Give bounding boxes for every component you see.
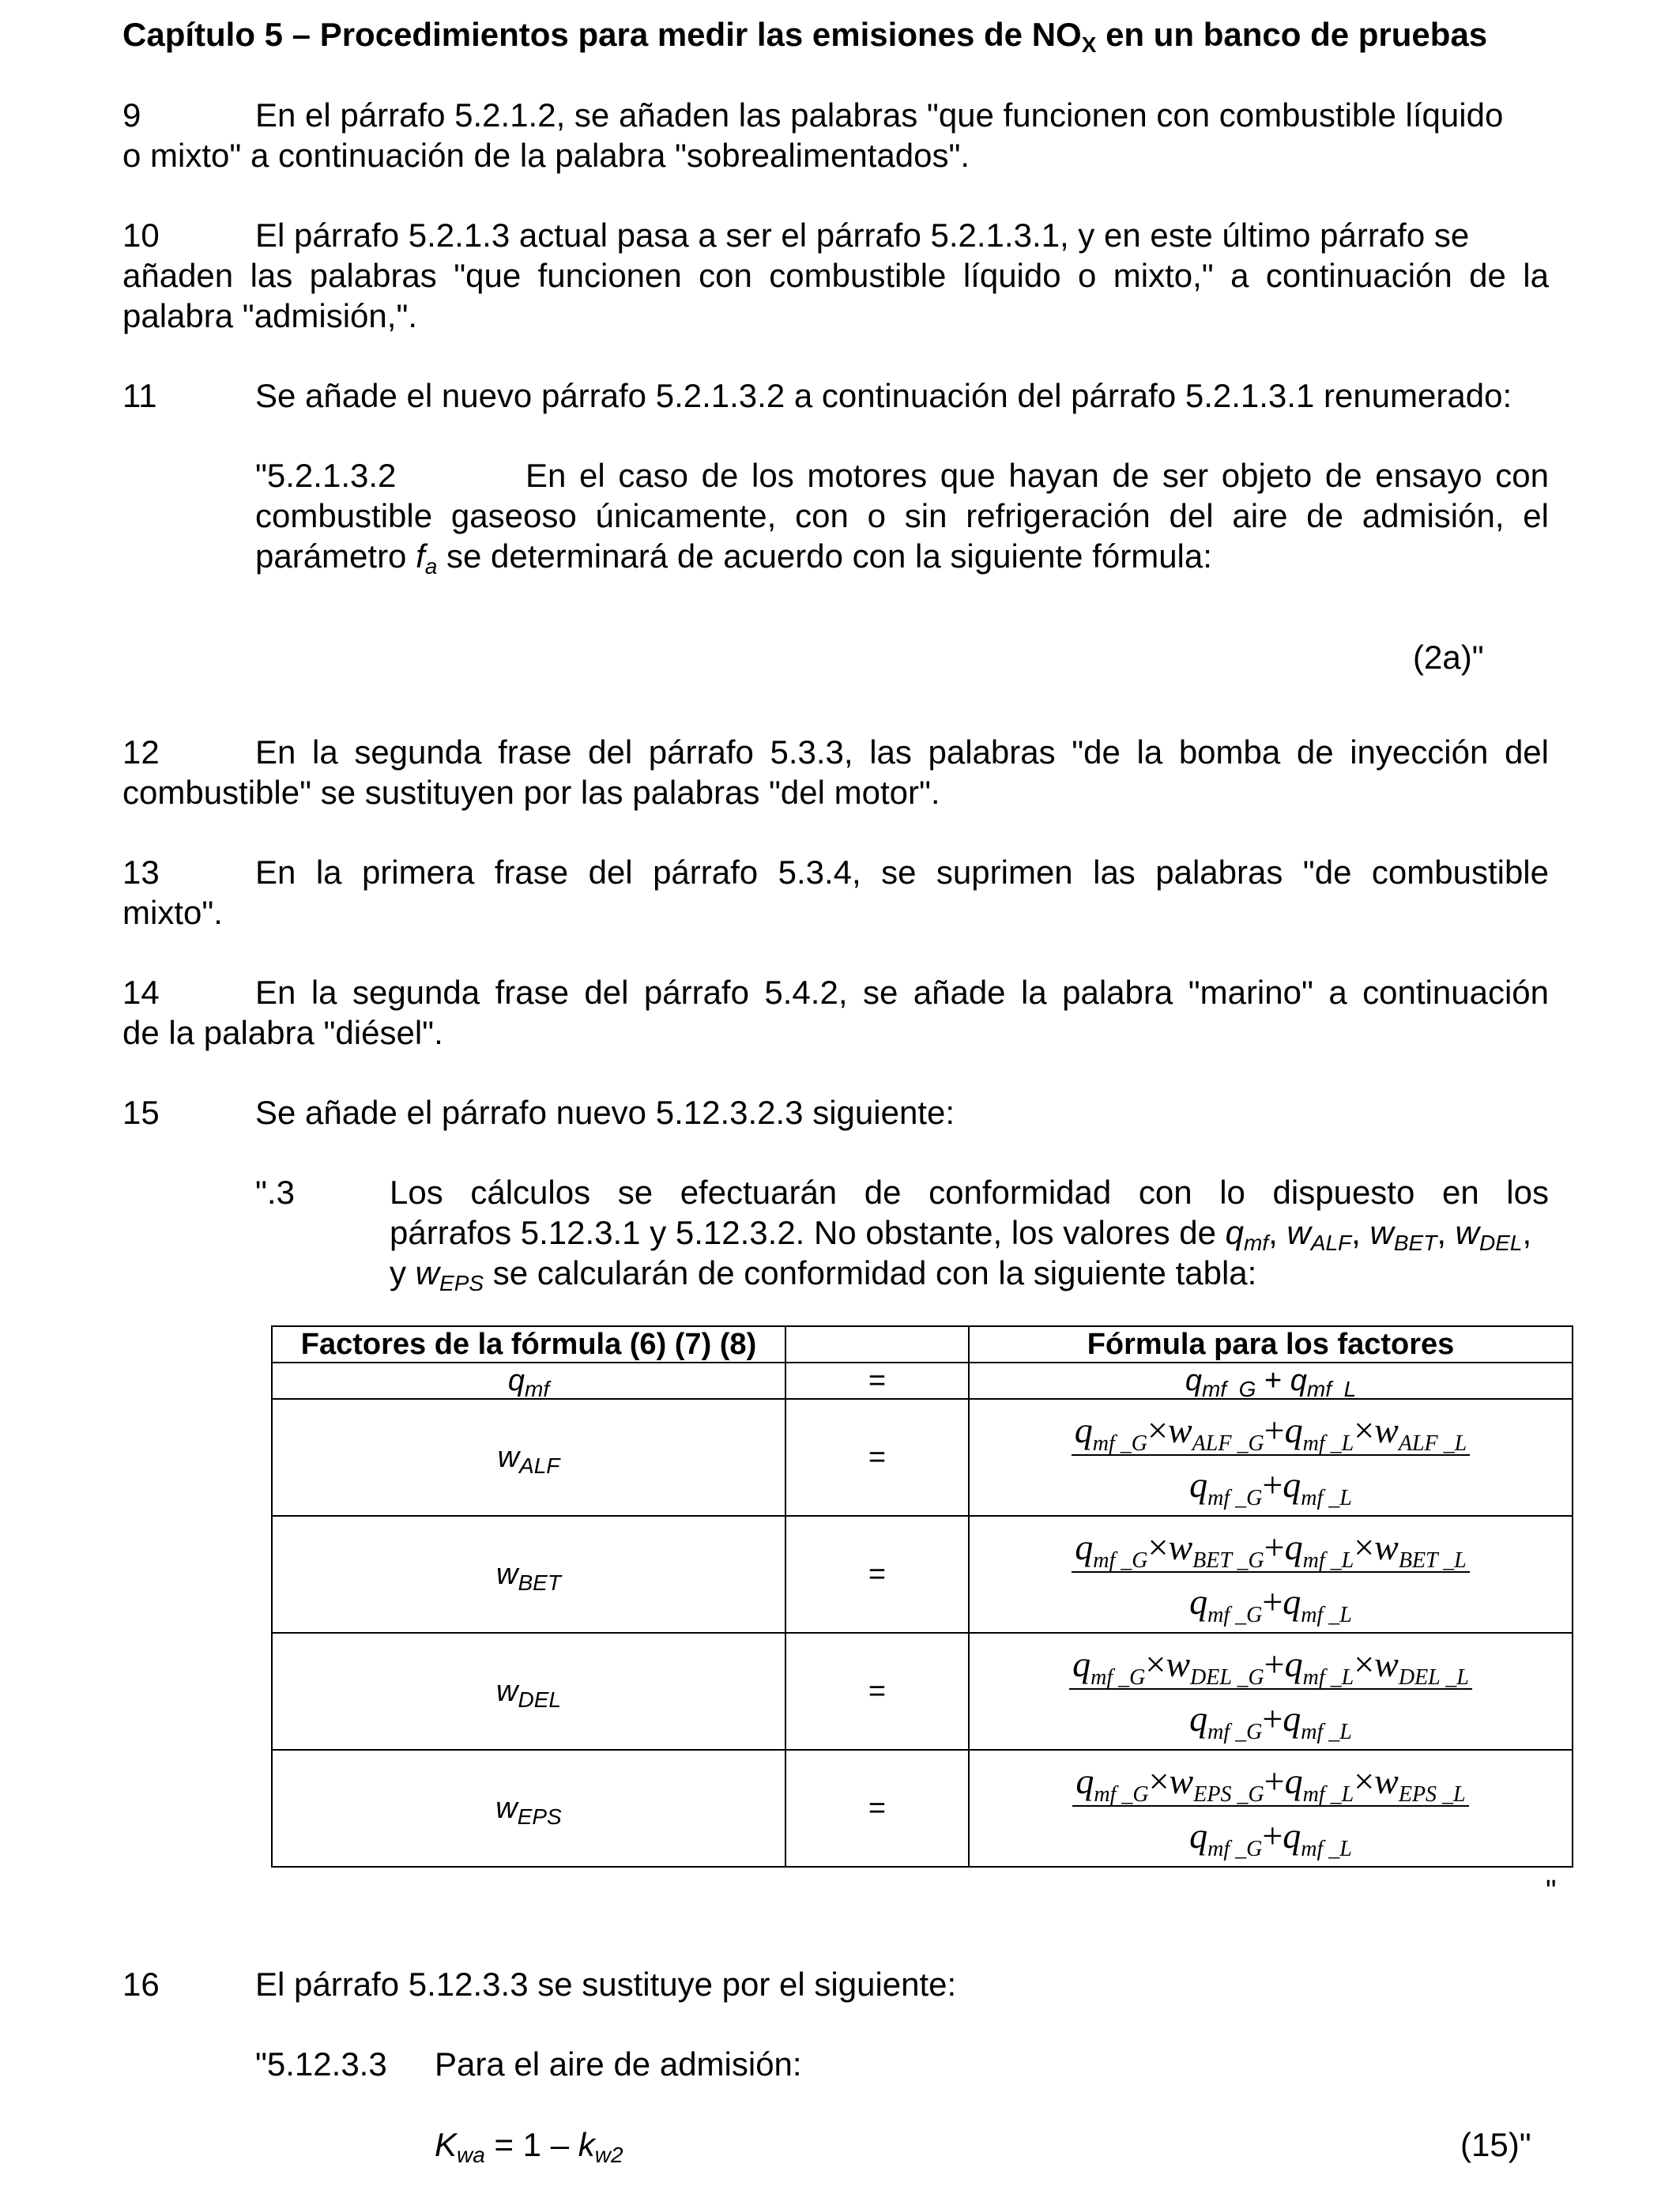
factor-symbol: w [497,1440,520,1474]
chapter-title-rest: en un banco de pruebas [1096,16,1488,53]
factor-subscript: ALF [519,1453,560,1478]
plus-sign: + [1262,1815,1283,1856]
w-symbol: w [1169,1761,1194,1801]
q-symbol: q [1075,1761,1094,1801]
q-symbol: q [1185,1363,1202,1397]
equals-cell: = [785,1516,969,1633]
paragraph-12-line1: En la segunda frase del párrafo 5.3.3, las palabras "de la bomba de inyección del [255,733,1549,771]
factor-subscript: DEL [518,1687,561,1712]
w-symbol: w [1374,1527,1399,1567]
plus-sign: + [1264,1644,1285,1684]
paragraph-15-line1: Se añade el párrafo nuevo 5.12.3.2.3 siguiente: [255,1094,955,1131]
paragraph-number-10: 10 [122,217,160,254]
q-symbol: q [1283,1465,1301,1505]
comma-3: , [1437,1214,1456,1251]
q-symbol: q [1189,1815,1208,1856]
plus-sign: + [1264,1527,1285,1567]
q-symbol: q [1075,1527,1094,1567]
table-row [272,1633,1573,1750]
w-subscript: ALF _G [1192,1431,1264,1456]
factor-cell [272,1363,785,1399]
fraction-denominator [1069,1690,1472,1744]
fraction-numerator [1069,1643,1472,1690]
formula-cell [969,1516,1573,1633]
times-sign: × [1145,1644,1166,1684]
chapter-title-subscript: X [1081,32,1097,57]
factor-subscript: BET [518,1570,561,1595]
w-symbol: w [1374,1644,1399,1684]
times-sign: × [1354,1527,1375,1567]
table-header-empty [785,1326,969,1363]
paragraph-number-15: 15 [122,1094,160,1131]
w-symbol: w [1166,1644,1191,1684]
equals-cell: = [785,1399,969,1516]
equals-cell: = [785,1750,969,1867]
weps-symbol: w [415,1254,440,1291]
paragraph-14-line2: de la palabra "diésel". [122,1014,443,1051]
table-header-formula: Fórmula para los factores [969,1326,1573,1363]
q-subscript: mf _L [1301,1486,1352,1510]
w-subscript: DEL _G [1190,1665,1264,1690]
paragraph-12-line2: combustible" se sustituyen por las palabras "del motor". [122,774,940,811]
quote-15-line2-text: párrafos 5.12.3.1 y 5.12.3.2. No obstante, los valores de [390,1214,1226,1251]
q-subscript-l: mf_L [1306,1376,1357,1401]
factor-cell [272,1633,785,1750]
factor-symbol: w [496,1557,518,1591]
equation-number-15: (15)" [1460,2126,1531,2163]
walf-subscript: ALF [1310,1231,1352,1255]
quote-16-text: Para el aire de admisión: [435,2045,802,2083]
paragraph-11-line1: Se añade el nuevo párrafo 5.2.1.3.2 a continuación del párrafo 5.2.1.3.1 renumerado: [255,377,1512,414]
q-symbol: q [1189,1581,1208,1622]
w-subscript: DEL _L [1398,1665,1469,1690]
formula-cell [969,1633,1573,1750]
quote-15-line3-text: y [390,1254,416,1291]
factor-symbol: w [495,1791,518,1825]
paragraph-13-line2: mixto". [122,894,223,931]
w-symbol: w [1374,1761,1399,1801]
paragraph-9-line1: En el párrafo 5.2.1.2, se añaden las palabras "que funcionen con combustible líquido [255,96,1504,134]
kw2-symbol: k [578,2126,595,2163]
times-sign: × [1147,1527,1169,1567]
wbet-symbol: w [1369,1214,1394,1251]
kwa-formula [435,2126,623,2167]
quote-15-line3 [390,1254,1257,1295]
w-subscript: EPS _L [1398,1782,1466,1807]
kwa-equals: = 1 – [484,2126,578,2163]
formula-cell [969,1750,1573,1867]
fraction-denominator [1072,1456,1470,1510]
q-subscript-g: mf_G [1201,1376,1256,1401]
q-subscript: mf _L [1302,1431,1354,1456]
q-subscript: mf _G [1207,1603,1263,1627]
factor-cell [272,1750,785,1867]
q-subscript: mf _L [1301,1603,1352,1627]
equals-cell: = [785,1633,969,1750]
q-subscript: mf _G [1092,1431,1148,1456]
paragraph-number-12: 12 [122,733,160,771]
fraction-numerator [1072,1409,1470,1456]
paragraph-9-line2: o mixto" a continuación de la palabra "sobrealimentados". [122,137,970,174]
times-sign: × [1354,1761,1375,1801]
fraction [1069,1643,1472,1744]
fraction [1072,1409,1470,1510]
plus-sign: + [1264,1410,1285,1450]
quote-11-line3-text: parámetro [255,537,416,575]
chapter-title [122,16,1488,57]
q-subscript: mf _L [1302,1548,1354,1573]
table-row [272,1399,1573,1516]
quote-11-line2: combustible gaseoso únicamente, con o sin refrigeración del aire de admisión, el [255,497,1549,534]
quote-11-ref: "5.2.1.3.2 [255,457,397,494]
fraction-denominator [1072,1573,1469,1627]
wbet-subscript: BET [1393,1231,1437,1255]
paragraph-number-14: 14 [122,974,160,1011]
w-subscript: BET _G [1192,1548,1264,1573]
plus-sign: + [1262,1698,1283,1739]
quote-15-ref: ".3 [255,1174,295,1211]
wdel-subscript: DEL [1479,1231,1523,1255]
paragraph-number-13: 13 [122,854,160,891]
factor-subscript: mf [525,1376,550,1401]
qmf-symbol: q [1225,1214,1245,1251]
w-subscript: ALF _L [1398,1431,1467,1456]
q-subscript: mf _G [1094,1782,1149,1807]
formula-cell [969,1399,1573,1516]
fraction [1072,1760,1468,1861]
w-subscript: BET _L [1398,1548,1467,1573]
q-symbol: q [1284,1527,1303,1567]
q-symbol: q [1189,1698,1208,1739]
w-symbol: w [1374,1410,1399,1450]
paragraph-10-line1: El párrafo 5.2.1.3 actual pasa a ser el párrafo 5.2.1.3.1, y en este último párrafo se [255,217,1470,254]
equation-number-2a: (2a)" [1413,639,1484,676]
equals-cell: = [785,1363,969,1399]
table-closing-quote: " [1546,1875,1557,1908]
q-subscript: mf _L [1301,1837,1352,1861]
kw2-subscript: w2 [594,2143,623,2167]
q-symbol: q [1284,1410,1303,1450]
q-subscript: mf _L [1302,1665,1354,1690]
paragraph-number-11: 11 [122,377,157,414]
q-subscript: mf _L [1302,1782,1354,1807]
table-row [272,1363,1573,1399]
q-symbol: q [1189,1465,1208,1505]
table-header-factors: Factores de la fórmula (6) (7) (8) [272,1326,785,1363]
paragraph-10-line2: añaden las palabras "que funcionen con combustible líquido o mixto," a continuación de la [122,257,1549,294]
q-subscript: mf _G [1207,1837,1263,1861]
q-subscript: mf _G [1090,1665,1146,1690]
kwa-subscript: wa [457,2143,485,2167]
q-subscript: mf _G [1207,1486,1263,1510]
quote-15-line1: Los cálculos se efectuarán de conformidad con lo dispuesto en los [390,1174,1549,1211]
quote-16-ref: "5.12.3.3 [255,2045,387,2083]
quote-11-line3 [255,537,1212,579]
q-subscript: mf _G [1093,1548,1148,1573]
q-symbol: q [1283,1698,1301,1739]
paragraph-10-line3: palabra "admisión,". [122,297,418,334]
q-symbol: q [1283,1815,1301,1856]
qmf-subscript: mf [1244,1231,1269,1255]
fa-subscript: a [424,554,438,579]
q-symbol: q [1284,1644,1303,1684]
q-subscript: mf _G [1207,1720,1263,1744]
q-subscript: mf _L [1301,1720,1352,1744]
kwa-symbol: K [435,2126,458,2163]
times-sign: × [1354,1410,1375,1450]
factor-cell [272,1399,785,1516]
factors-table [271,1325,1573,1868]
fa-symbol: f [416,537,425,575]
quote-11-line3-rest: se determinará de acuerdo con la siguiente fórmula: [437,537,1212,575]
paragraph-number-16: 16 [122,1966,160,2003]
comma-4: , [1522,1214,1532,1251]
q-symbol: q [1072,1644,1091,1684]
plus-sign: + [1262,1581,1283,1622]
paragraph-13-line1: En la primera frase del párrafo 5.3.4, se suprimen las palabras "de combustible [255,854,1549,891]
fraction [1072,1526,1469,1627]
q-symbol: q [1283,1581,1301,1622]
fraction-numerator [1072,1526,1469,1573]
factor-symbol: q [507,1363,525,1397]
q-symbol: q [1284,1761,1303,1801]
table-header-row [272,1326,1573,1363]
q-symbol: q [1290,1363,1307,1397]
fraction-numerator [1072,1760,1468,1807]
plus-sign: + [1264,1761,1285,1801]
paragraph-14-line1: En la segunda frase del párrafo 5.4.2, se añade la palabra "marino" a continuación [255,974,1549,1011]
quote-15-line3-rest: se calcularán de conformidad con la siguiente tabla: [484,1254,1257,1291]
factor-cell [272,1516,785,1633]
table-row [272,1516,1573,1633]
paragraph-number-9: 9 [122,96,141,134]
comma-1: , [1268,1214,1287,1251]
w-subscript: EPS _G [1193,1782,1264,1807]
times-sign: × [1354,1644,1375,1684]
plus-sign: + [1256,1363,1290,1397]
factor-subscript: EPS [517,1804,562,1829]
paragraph-16-line1: El párrafo 5.12.3.3 se sustituye por el siguiente: [255,1966,957,2003]
chapter-title-text: Capítulo 5 – Procedimientos para medir las emisiones de NO [122,16,1082,53]
fraction-denominator [1072,1807,1468,1861]
times-sign: × [1148,1761,1170,1801]
formula-cell [969,1363,1573,1399]
wdel-symbol: w [1455,1214,1480,1251]
w-symbol: w [1168,1527,1193,1567]
weps-subscript: EPS [439,1271,484,1295]
times-sign: × [1147,1410,1168,1450]
table-row [272,1750,1573,1867]
q-symbol: q [1074,1410,1093,1450]
quote-11-line1: En el caso de los motores que hayan de ser objeto de ensayo con [525,457,1549,494]
comma-2: , [1351,1214,1370,1251]
quote-15-line2 [390,1214,1532,1255]
plus-sign: + [1262,1465,1283,1505]
factor-symbol: w [496,1674,518,1708]
walf-symbol: w [1286,1214,1311,1251]
w-symbol: w [1167,1410,1192,1450]
